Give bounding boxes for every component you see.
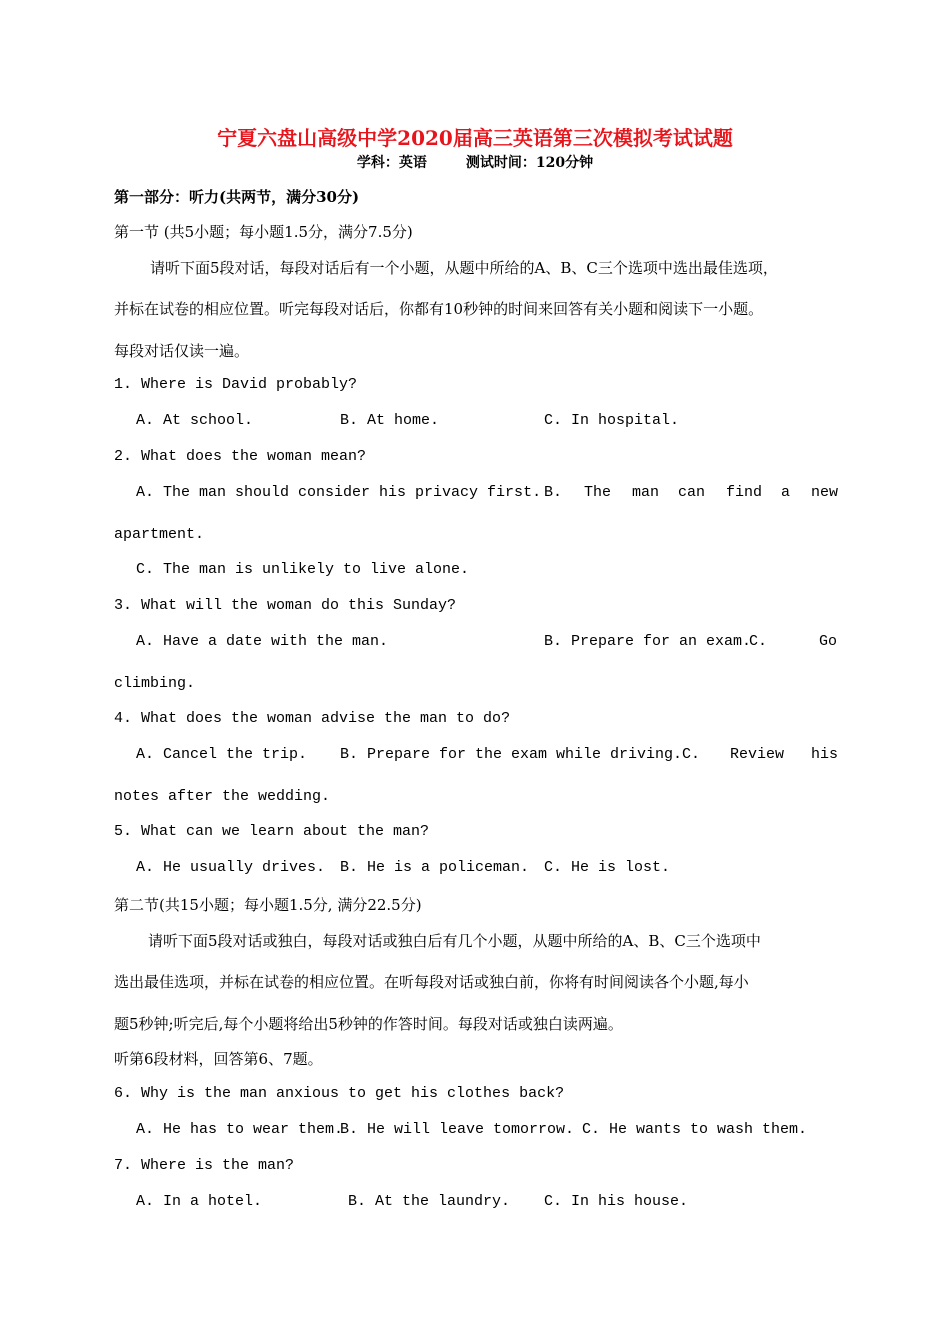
material-6-label: 听第6段材料，回答第6、7题。 (114, 1050, 323, 1068)
section1-instruction-line3: 每段对话仅读一遍。 (114, 342, 250, 360)
question-5-option-a: A. He usually drives. (136, 859, 326, 876)
question-3-option-b: B. Prepare for an exam. (544, 633, 752, 650)
part1-heading: 第一部分：听力(共两节，满分30分) (114, 188, 360, 206)
question-2-option-b-word: The (584, 484, 612, 501)
question-6-option-c: C. He wants to wash them. (582, 1121, 808, 1138)
question-1-stem: 1. Where is David probably? (114, 376, 358, 393)
section2-instruction-line1: 请听下面5段对话或独白，每段对话或独白后有几个小题，从题中所给的A、B、C三个选项中 (148, 932, 761, 950)
question-4-option-b: B. Prepare for the exam while driving. (340, 746, 683, 763)
question-2-option-b-word: B. (544, 484, 563, 501)
question-2-stem: 2. What does the woman mean? (114, 448, 367, 465)
question-4-option-c-word: his (811, 746, 839, 763)
question-6-option-b: B. He will leave tomorrow. (340, 1121, 575, 1138)
question-1-option-a: A. At school. (136, 412, 254, 429)
question-3-option-c-letter: C. (749, 633, 768, 650)
question-7-option-a: A. In a hotel. (136, 1193, 263, 1210)
question-4-option-a: A. Cancel the trip. (136, 746, 308, 763)
question-2-option-b-word: new (811, 484, 839, 501)
question-3-option-a: A. Have a date with the man. (136, 633, 389, 650)
question-3-option-c-continued: climbing. (114, 675, 196, 692)
question-2-option-b-word: can (678, 484, 706, 501)
question-2-option-a: A. The man should consider his privacy first. (136, 484, 542, 501)
question-7-option-c: C. In his house. (544, 1193, 689, 1210)
section1-instruction-line1: 请听下面5段对话，每段对话后有一个小题，从题中所给的A、B、C三个选项中选出最佳选项， (150, 259, 778, 277)
question-2-option-c: C. The man is unlikely to live alone. (136, 561, 470, 578)
question-7-stem: 7. Where is the man? (114, 1157, 295, 1174)
section1-instruction-line2: 并标在试卷的相应位置。听完每段对话后，你都有10秒钟的时间来回答有关小题和阅读下一小题。 (114, 300, 764, 318)
exam-meta (0, 152, 950, 172)
question-2-option-b-continued: apartment. (114, 526, 205, 543)
question-7-option-b: B. At the laundry. (348, 1193, 511, 1210)
section2-instruction-line3: 题5秒钟;听完后,每个小题将给出5秒钟的作答时间。每段对话或独白读两遍。 (114, 1015, 623, 1033)
question-2-option-b-word: find (726, 484, 763, 501)
subject-label: 学科：英语 (356, 155, 427, 171)
question-1-option-b: B. At home. (340, 412, 440, 429)
question-5-stem: 5. What can we learn about the man? (114, 823, 430, 840)
question-1-option-c: C. In hospital. (544, 412, 680, 429)
question-2-option-b-word: a (781, 484, 791, 501)
section1-heading: 第一节 (共5小题；每小题1.5分，满分7.5分) (114, 223, 413, 241)
question-5-option-b: B. He is a policeman. (340, 859, 530, 876)
question-3-stem: 3. What will the woman do this Sunday? (114, 597, 457, 614)
question-4-stem: 4. What does the woman advise the man to do? (114, 710, 511, 727)
section2-heading: 第二节(共15小题；每小题1.5分, 满分22.5分) (114, 896, 422, 914)
section2-instruction-line2: 选出最佳选项，并标在试卷的相应位置。在听每段对话或独白前，你将有时间阅读各个小题,每小 (114, 973, 749, 991)
question-4-option-c-continued: notes after the wedding. (114, 788, 331, 805)
question-4-option-c-word: Review (730, 746, 785, 763)
exam-title: 宁夏六盘山高级中学2020届高三英语第三次模拟考试试题 (217, 126, 733, 150)
question-3-option-c-word: Go (819, 633, 838, 650)
question-2-option-b-word: man (632, 484, 660, 501)
question-6-option-a: A. He has to wear them. (136, 1121, 344, 1138)
question-4-option-c-letter: C. (682, 746, 701, 763)
question-5-option-c: C. He is lost. (544, 859, 671, 876)
question-6-stem: 6. Why is the man anxious to get his clothes back? (114, 1085, 565, 1102)
time-label: 测试时间：120分钟 (465, 155, 594, 171)
